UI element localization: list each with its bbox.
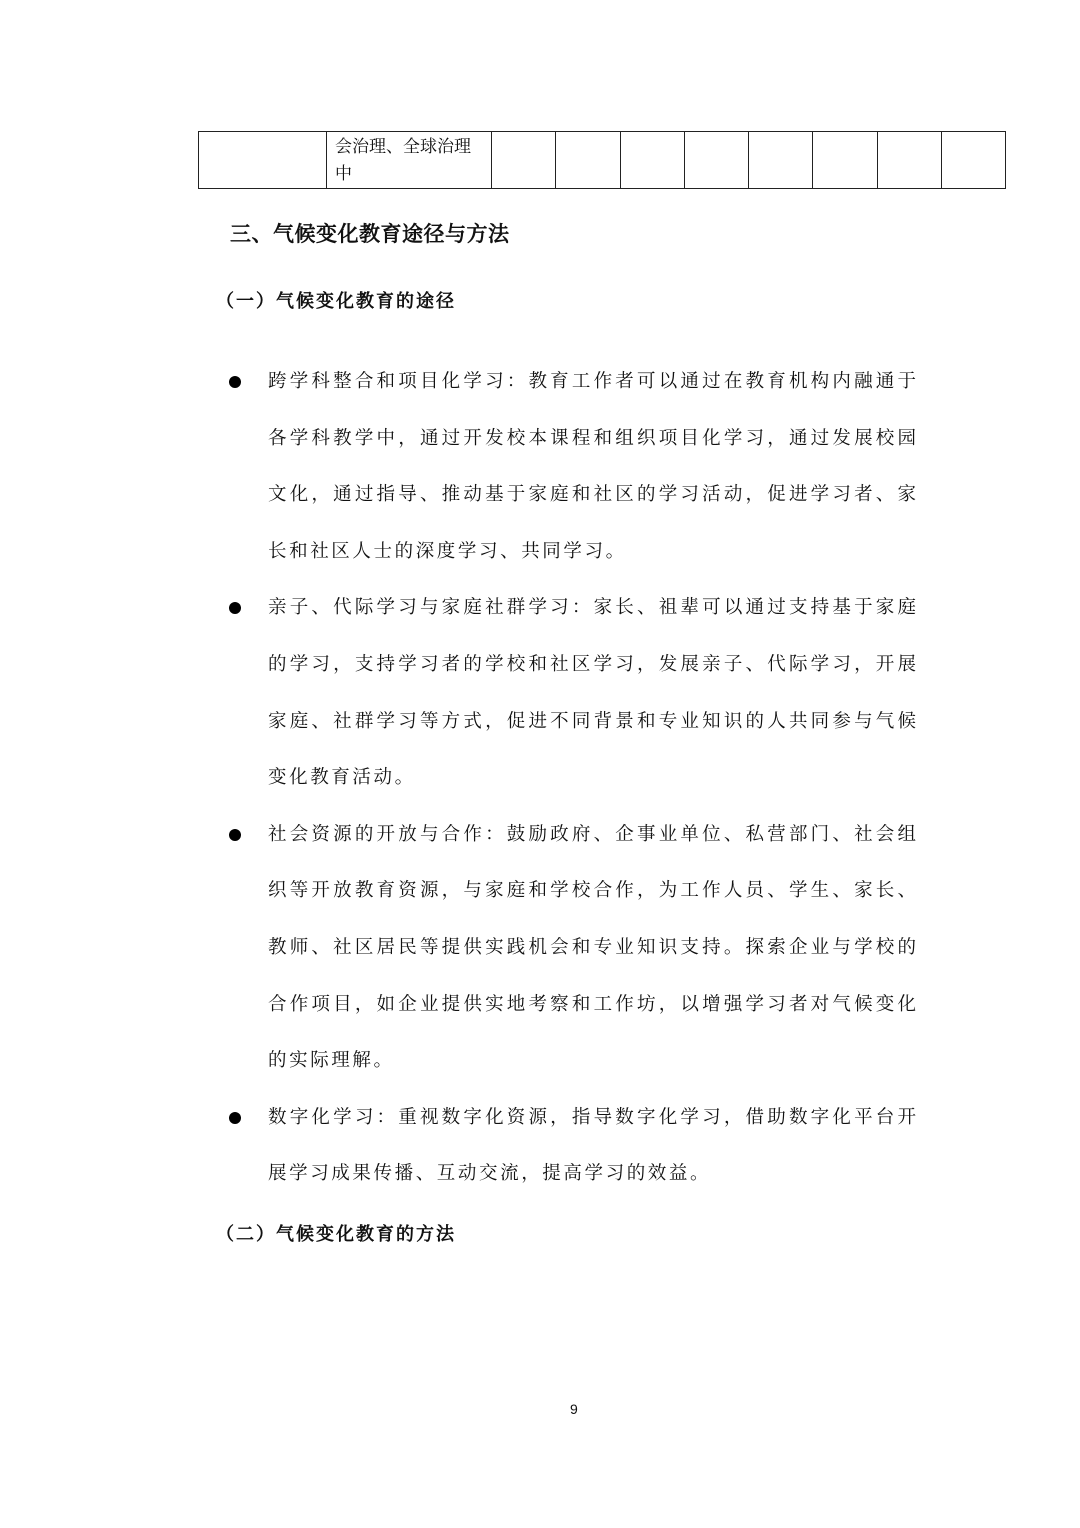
table-cell: [199, 132, 327, 189]
paragraph-line: 社会资源的开放与合作：鼓励政府、企事业单位、私营部门、社会组: [268, 823, 916, 845]
table-cell: [685, 132, 749, 189]
paragraph-line: 亲子、代际学习与家庭社群学习：家长、祖辈可以通过支持基于家庭: [268, 597, 916, 619]
subsection-title: （一）气候变化教育的途径: [216, 291, 456, 312]
page-number: 9: [570, 1401, 578, 1417]
table-cell: [556, 132, 621, 189]
table-cell: [621, 132, 685, 189]
table-cell: [749, 132, 813, 189]
bullet-icon: [229, 376, 241, 388]
paragraph-line: 合作项目，如企业提供实地考察和工作坊，以增强学习者对气候变化: [268, 993, 916, 1015]
paragraph-line: 文化，通过指导、推动基于家庭和社区的学习活动，促进学习者、家: [268, 484, 916, 506]
bullet-icon: [229, 1112, 241, 1124]
paragraph-line: 织等开放教育资源，与家庭和学校合作，为工作人员、学生、家长、: [268, 880, 916, 902]
paragraph-line: 的实际理解。: [268, 1050, 395, 1072]
paragraph-line: 数字化学习：重视数字化资源，指导数字化学习，借助数字化平台开: [268, 1106, 916, 1128]
section-title: 三、气候变化教育途径与方法: [230, 222, 510, 246]
table-cell: [492, 132, 556, 189]
cell-text: 中: [335, 164, 352, 184]
paragraph-line: 各学科教学中，通过开发校本课程和组织项目化学习，通过发展校园: [268, 427, 916, 449]
paragraph-line: 教师、社区居民等提供实践机会和专业知识支持。探索企业与学校的: [268, 937, 916, 958]
table-cell: [813, 132, 878, 189]
bullet-icon: [229, 602, 241, 614]
paragraph-line: 展学习成果传播、互动交流，提高学习的效益。: [268, 1163, 712, 1185]
bullet-icon: [229, 829, 241, 841]
table-cell: [327, 132, 492, 189]
paragraph-line: 的学习，支持学习者的学校和社区学习，发展亲子、代际学习，开展: [268, 654, 916, 675]
subsection-title: （二）气候变化教育的方法: [216, 1224, 456, 1245]
paragraph-line: 长和社区人士的深度学习、共同学习。: [268, 540, 627, 562]
paragraph-line: 家庭、社群学习等方式，促进不同背景和专业知识的人共同参与气候: [268, 710, 916, 732]
table-cell: [878, 132, 942, 189]
cell-text: 会治理、全球治理: [335, 137, 471, 157]
table-cell: [942, 132, 1006, 189]
table-row: [199, 132, 1006, 189]
paragraph-line: 变化教育活动。: [268, 767, 416, 789]
paragraph-line: 跨学科整合和项目化学习：教育工作者可以通过在教育机构内融通于: [268, 371, 916, 392]
continued-table: [198, 131, 1006, 189]
